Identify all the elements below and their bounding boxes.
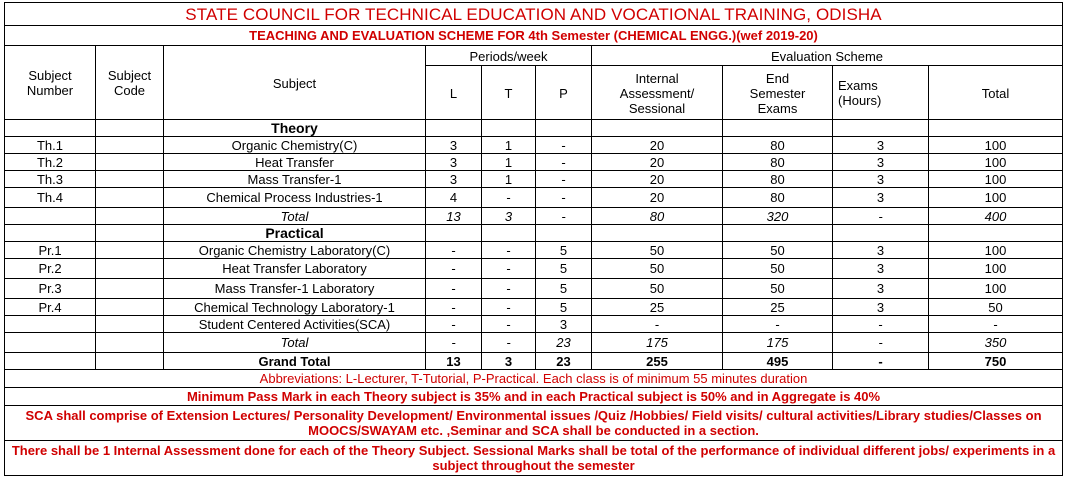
end-cell: 50 — [723, 279, 833, 299]
subject-name-cell: Mass Transfer-1 Laboratory — [164, 279, 426, 299]
subject-number-cell: Pr.3 — [5, 279, 96, 299]
empty-cell — [929, 225, 1063, 242]
total-cell: 100 — [929, 171, 1063, 188]
header-periods-week: Periods/week — [426, 46, 592, 66]
t-cell: - — [482, 316, 536, 333]
end-total-cell: 495 — [723, 353, 833, 370]
sca-note-row — [5, 406, 1063, 441]
l-cell: - — [426, 242, 482, 259]
header-subject-number: Subject Number — [5, 46, 96, 120]
subject-code-cell — [96, 208, 164, 225]
p-cell: 5 — [536, 242, 592, 259]
empty-cell — [5, 225, 96, 242]
total-total-cell: 350 — [929, 333, 1063, 353]
empty-cell — [482, 225, 536, 242]
total-cell: 100 — [929, 259, 1063, 279]
p-cell: 5 — [536, 299, 592, 316]
hours-cell: 3 — [833, 279, 929, 299]
total-label: Total — [164, 333, 426, 353]
subject-code-cell — [96, 242, 164, 259]
p-total-cell: - — [536, 208, 592, 225]
subject-code-cell — [96, 353, 164, 370]
grand-total-row — [5, 353, 1063, 370]
total-label: Total — [164, 208, 426, 225]
ia-cell: 20 — [592, 188, 723, 208]
subject-code-cell — [96, 137, 164, 154]
l-cell: 4 — [426, 188, 482, 208]
subject-number-cell — [5, 316, 96, 333]
l-cell: 3 — [426, 137, 482, 154]
p-cell: - — [536, 154, 592, 171]
t-cell: - — [482, 259, 536, 279]
header-total: Total — [929, 66, 1063, 120]
header-t: T — [482, 66, 536, 120]
ia-cell: 20 — [592, 154, 723, 171]
practical-section-label: Practical — [164, 225, 426, 242]
l-cell: 3 — [426, 171, 482, 188]
end-cell: 50 — [723, 242, 833, 259]
subject-number-cell: Th.4 — [5, 188, 96, 208]
scheme-page — [4, 2, 1062, 476]
p-cell: 5 — [536, 259, 592, 279]
end-cell: 80 — [723, 154, 833, 171]
internal-assessment-note: There shall be 1 Internal Assessment done for each of the Theory Subject. Sessional Marks shall be total of the performance of individual different jobs/ experiments in a subject throughout the semester — [5, 441, 1063, 476]
t-total-cell: 3 — [482, 353, 536, 370]
t-cell: - — [482, 242, 536, 259]
hours-cell: 3 — [833, 299, 929, 316]
subject-number-cell: Th.1 — [5, 137, 96, 154]
ia-total-cell: 80 — [592, 208, 723, 225]
subject-name-cell: Heat Transfer Laboratory — [164, 259, 426, 279]
empty-cell — [592, 225, 723, 242]
total-cell: - — [929, 316, 1063, 333]
ia-total-cell: 255 — [592, 353, 723, 370]
end-cell: 50 — [723, 259, 833, 279]
practical-row — [5, 316, 1063, 333]
total-cell: 100 — [929, 154, 1063, 171]
header-internal-assessment: Internal Assessment/ Sessional — [592, 66, 723, 120]
internal-assessment-note-row — [5, 441, 1063, 476]
subject-number-cell: Pr.2 — [5, 259, 96, 279]
abbreviations-note: Abbreviations: L-Lecturer, T-Tutorial, P-Practical. Each class is of minimum 55 minutes duration — [5, 370, 1063, 388]
l-total-cell: 13 — [426, 208, 482, 225]
practical-row — [5, 242, 1063, 259]
t-cell: 1 — [482, 154, 536, 171]
subject-name-cell: Chemical Technology Laboratory-1 — [164, 299, 426, 316]
header-exams-hours: Exams (Hours) — [833, 66, 929, 120]
t-cell: 1 — [482, 137, 536, 154]
total-cell: 50 — [929, 299, 1063, 316]
hours-cell: 3 — [833, 137, 929, 154]
practical-total-row — [5, 333, 1063, 353]
hours-total-cell: - — [833, 353, 929, 370]
subject-number-cell: Th.2 — [5, 154, 96, 171]
header-end-semester: End Semester Exams — [723, 66, 833, 120]
total-cell: 100 — [929, 137, 1063, 154]
ia-cell: 25 — [592, 299, 723, 316]
subject-name-cell: Student Centered Activities(SCA) — [164, 316, 426, 333]
hours-cell: 3 — [833, 188, 929, 208]
total-cell: 100 — [929, 279, 1063, 299]
ia-cell: 50 — [592, 259, 723, 279]
end-cell: 80 — [723, 171, 833, 188]
total-total-cell: 750 — [929, 353, 1063, 370]
total-total-cell: 400 — [929, 208, 1063, 225]
ia-cell: 20 — [592, 137, 723, 154]
hours-cell: 3 — [833, 154, 929, 171]
hours-cell: 3 — [833, 171, 929, 188]
theory-section-row — [5, 120, 1063, 137]
theory-row — [5, 171, 1063, 188]
practical-row — [5, 299, 1063, 316]
scheme-subtitle: TEACHING AND EVALUATION SCHEME FOR 4th Semester (CHEMICAL ENGG.)(wef 2019-20) — [5, 26, 1063, 46]
p-cell: - — [536, 171, 592, 188]
ia-cell: - — [592, 316, 723, 333]
header-p: P — [536, 66, 592, 120]
practical-row — [5, 259, 1063, 279]
end-total-cell: 175 — [723, 333, 833, 353]
document-title: STATE COUNCIL FOR TECHNICAL EDUCATION AND VOCATIONAL TRAINING, ODISHA — [5, 3, 1063, 26]
subject-code-cell — [96, 154, 164, 171]
hours-cell: - — [833, 316, 929, 333]
l-cell: - — [426, 299, 482, 316]
subject-code-cell — [96, 279, 164, 299]
end-cell: - — [723, 316, 833, 333]
subject-name-cell: Mass Transfer-1 — [164, 171, 426, 188]
subject-name-cell: Chemical Process Industries-1 — [164, 188, 426, 208]
t-cell: - — [482, 279, 536, 299]
p-cell: - — [536, 188, 592, 208]
abbreviations-note-row — [5, 370, 1063, 388]
hours-cell: 3 — [833, 242, 929, 259]
ia-cell: 50 — [592, 242, 723, 259]
l-cell: - — [426, 259, 482, 279]
empty-cell — [723, 225, 833, 242]
pass-mark-note: Minimum Pass Mark in each Theory subject is 35% and in each Practical subject is 50% and in Aggregate is 40% — [5, 388, 1063, 406]
empty-cell — [426, 225, 482, 242]
theory-row — [5, 154, 1063, 171]
pass-mark-note-row — [5, 388, 1063, 406]
ia-total-cell: 175 — [592, 333, 723, 353]
subject-number-cell — [5, 333, 96, 353]
header-evaluation-scheme: Evaluation Scheme — [592, 46, 1063, 66]
theory-row — [5, 188, 1063, 208]
t-cell: - — [482, 188, 536, 208]
header-subject-code: Subject Code — [96, 46, 164, 120]
header-l: L — [426, 66, 482, 120]
l-cell: - — [426, 279, 482, 299]
empty-cell — [833, 225, 929, 242]
subject-number-cell: Pr.4 — [5, 299, 96, 316]
p-cell: - — [536, 137, 592, 154]
sca-note: SCA shall comprise of Extension Lectures/ Personality Development/ Environmental issues /Quiz /Hobbies/ Field visits/ cultural activities/Library studies/Classes on MOOCS/SWAYAM etc. ,Seminar and SCA shall be conducted in a section. — [5, 406, 1063, 441]
l-total-cell: 13 — [426, 353, 482, 370]
l-cell: - — [426, 316, 482, 333]
subject-name-cell: Organic Chemistry Laboratory(C) — [164, 242, 426, 259]
ia-cell: 50 — [592, 279, 723, 299]
p-total-cell: 23 — [536, 353, 592, 370]
scheme-table — [4, 2, 1063, 476]
subject-name-cell: Organic Chemistry(C) — [164, 137, 426, 154]
empty-cell — [96, 225, 164, 242]
p-cell: 5 — [536, 279, 592, 299]
theory-section-label: Theory — [164, 120, 426, 137]
theory-row — [5, 137, 1063, 154]
subject-number-cell: Pr.1 — [5, 242, 96, 259]
hours-total-cell: - — [833, 208, 929, 225]
practical-section-row — [5, 225, 1063, 242]
total-label: Grand Total — [164, 353, 426, 370]
end-cell: 25 — [723, 299, 833, 316]
ia-cell: 20 — [592, 171, 723, 188]
subject-code-cell — [96, 299, 164, 316]
l-total-cell: - — [426, 333, 482, 353]
total-cell: 100 — [929, 242, 1063, 259]
end-cell: 80 — [723, 188, 833, 208]
subject-number-cell — [5, 208, 96, 225]
subject-number-cell — [5, 353, 96, 370]
subject-number-cell: Th.3 — [5, 171, 96, 188]
subject-code-cell — [96, 171, 164, 188]
hours-cell: 3 — [833, 259, 929, 279]
t-total-cell: 3 — [482, 208, 536, 225]
subject-code-cell — [96, 316, 164, 333]
subject-code-cell — [96, 188, 164, 208]
subject-name-cell: Heat Transfer — [164, 154, 426, 171]
total-cell: 100 — [929, 188, 1063, 208]
practical-row — [5, 279, 1063, 299]
l-cell: 3 — [426, 154, 482, 171]
subject-code-cell — [96, 259, 164, 279]
empty-cell — [536, 225, 592, 242]
theory-total-row — [5, 208, 1063, 225]
p-cell: 3 — [536, 316, 592, 333]
t-cell: 1 — [482, 171, 536, 188]
t-cell: - — [482, 299, 536, 316]
header-subject: Subject — [164, 46, 426, 120]
hours-total-cell: - — [833, 333, 929, 353]
end-total-cell: 320 — [723, 208, 833, 225]
subject-code-cell — [96, 333, 164, 353]
p-total-cell: 23 — [536, 333, 592, 353]
end-cell: 80 — [723, 137, 833, 154]
t-total-cell: - — [482, 333, 536, 353]
